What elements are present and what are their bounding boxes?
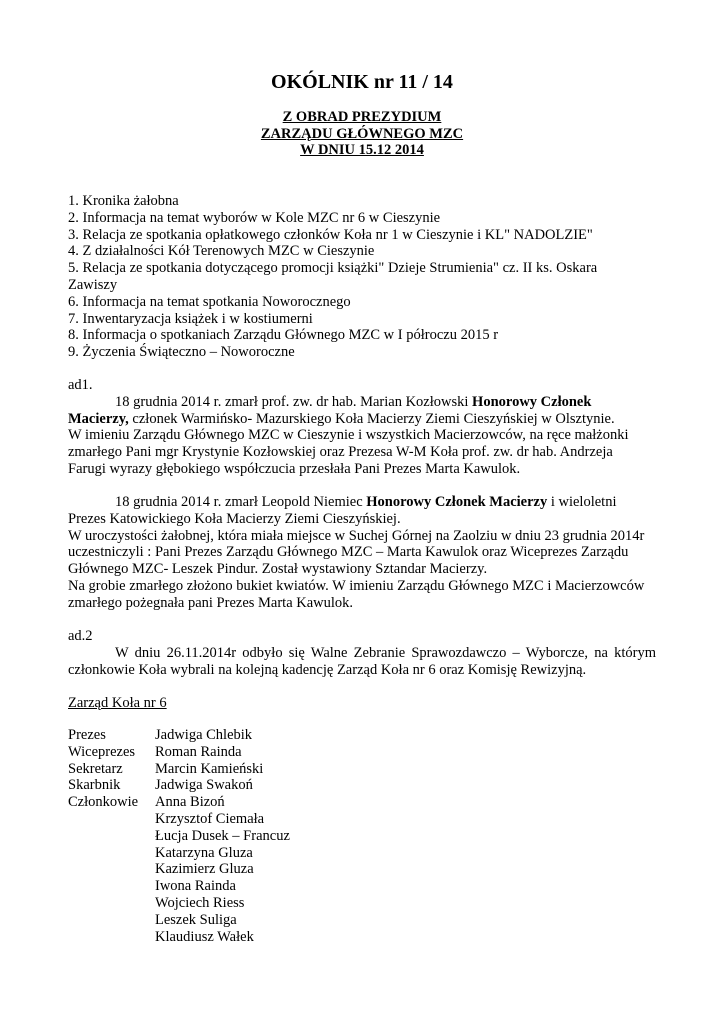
board-row <box>68 828 656 845</box>
bold-text: Honorowy Członek <box>472 393 592 410</box>
text-run: 18 grudnia 2014 r. zmarł prof. zw. dr hab. Marian Kozłowski <box>115 393 473 410</box>
agenda-item: 7. Inwentaryzacja książek i w kostiumerni <box>68 310 313 327</box>
ad1-paragraph-1-line <box>68 411 656 428</box>
subtitle-line: W DNIU 15.12 2014 <box>300 142 424 158</box>
board-row <box>68 861 656 878</box>
board-heading: Zarząd Koła nr 6 <box>68 695 167 711</box>
ad1-paragraph-2-line: Głównego MZC- Leszek Pindur. Został wystawiony Sztandar Macierzy. <box>68 561 488 578</box>
text-run: 18 grudnia 2014 r. zmarł Leopold Niemiec <box>115 494 367 510</box>
board-role <box>68 878 155 895</box>
board-role: Sekretarz <box>68 760 123 777</box>
text-run: członek Warmińsko- Mazurskiego Koła Macierzy Ziemi Cieszyńskiej w Olsztynie. <box>128 410 615 427</box>
board-member-name: Leszek Suliga <box>155 911 237 928</box>
subtitle-line: Z OBRAD PREZYDIUM <box>282 109 442 125</box>
agenda-item: 5. Relacja ze spotkania dotyczącego promocji książki" Dzieje Strumienia" cz. II ks. Oskara <box>68 260 598 277</box>
board-member-name: Jadwiga Chlebik <box>155 727 253 743</box>
board-list <box>68 727 656 945</box>
agenda-list <box>68 193 656 361</box>
agenda-item: 1. Kronika żałobna <box>68 193 179 209</box>
agenda-item: 9. Życzenia Świąteczno – Noworoczne <box>68 344 295 361</box>
board-row <box>68 794 656 811</box>
board-role <box>68 845 155 862</box>
section-ad2 <box>68 628 656 678</box>
board-role <box>68 811 155 828</box>
board-member-name: Wojciech Riess <box>155 894 245 911</box>
agenda-item: 4. Z działalności Kół Terenowych MZC w Cieszynie <box>68 243 375 260</box>
board-role <box>68 861 155 878</box>
board-row <box>68 727 656 744</box>
ad1-paragraph-1-line: Farugi wyrazy głębokiego współczucia przesłała Pani Prezes Marta Kawulok. <box>68 460 521 477</box>
board-member-name: Katarzyna Gluza <box>155 844 253 861</box>
agenda-item: 2. Informacja na temat wyborów w Kole MZC nr 6 w Cieszynie <box>68 209 441 226</box>
board-row <box>68 929 656 946</box>
board-member-name: Iwona Rainda <box>155 878 236 895</box>
ad1-paragraph-2-line: Prezes Katowickiego Koła Macierzy Ziemi Cieszyńskiej. <box>68 510 401 527</box>
board-member-name: Jadwiga Swakoń <box>155 777 253 794</box>
board-member-name: Roman Rainda <box>155 743 242 760</box>
board-row <box>68 811 656 828</box>
board-row <box>68 895 656 912</box>
agenda-item: 6. Informacja na temat spotkania Noworocznego <box>68 293 351 310</box>
board-member-name: Anna Bizoń <box>155 794 225 811</box>
board-member-name: Kazimierz Gluza <box>155 861 254 878</box>
agenda-item: 8. Informacja o spotkaniach Zarządu Głównego MZC w I półroczu 2015 r <box>68 327 499 344</box>
ad1-paragraph-1-line <box>68 394 656 411</box>
board-role: Członkowie <box>68 794 139 811</box>
ad1-paragraph-2-line <box>68 494 656 511</box>
section-ad1-paragraph-2 <box>68 494 656 612</box>
section-ad1 <box>68 377 656 478</box>
board-role: Wiceprezes <box>68 743 136 760</box>
section-label: ad1. <box>68 377 93 393</box>
ad1-paragraph-1-line: zmarłego Pani mgr Krystynie Kozłowskiej oraz Prezesa W-M Koła prof. zw. dr hab. Andrzeja <box>68 444 613 461</box>
board-row <box>68 912 656 929</box>
board-role: Skarbnik <box>68 777 121 794</box>
agenda-item: Zawiszy <box>68 276 118 293</box>
bold-text: Honorowy Członek Macierzy <box>366 494 548 510</box>
ad1-paragraph-1-line: W imieniu Zarządu Głównego MZC w Cieszynie i wszystkich Macierzowców, na ręce małżonki <box>68 427 629 444</box>
board-role <box>68 828 155 845</box>
board-row <box>68 761 656 778</box>
board-row <box>68 878 656 895</box>
agenda-item: 3. Relacja ze spotkania opłatkowego członków Koła nr 1 w Cieszynie i KL" NADOLZIE" <box>68 226 593 243</box>
bold-text: Macierzy, <box>68 410 129 427</box>
section-label: ad.2 <box>68 628 93 644</box>
ad1-paragraph-2-line: zmarłego pożegnała pani Prezes Marta Kawulok. <box>68 594 354 611</box>
ad1-paragraph-2-line: W uroczystości żałobnej, która miała miejsce w Suchej Górnej na Zaolziu w dniu 23 grudnia 2014r <box>68 527 645 544</box>
board-role <box>68 895 155 912</box>
board-role <box>68 912 155 929</box>
ad2-paragraph: W dniu 26.11.2014r odbyło się Walne Zebranie Sprawozdawczo – Wyborcze, na którym członkowie Koła wybrali na kolejną kadencję Zarząd Koła nr 6 oraz Komisję Rewizyjną. <box>68 644 656 678</box>
ad1-paragraph-2-line: Na grobie zmarłego złożono bukiet kwiatów. W imieniu Zarządu Głównego MZC i Macierzowców <box>68 577 645 594</box>
board-role: Prezes <box>68 727 106 743</box>
board-member-name: Łucja Dusek – Francuz <box>155 827 290 844</box>
board-row <box>68 845 656 862</box>
board-member-name: Marcin Kamieński <box>155 760 264 777</box>
ad1-paragraph-2-line: uczestniczyli : Pani Prezes Zarządu Głównego MZC – Marta Kawulok oraz Wiceprezes Zarządu <box>68 544 629 561</box>
document-title: OKÓLNIK nr 11 / 14 <box>271 71 453 93</box>
board-row <box>68 777 656 794</box>
document-subtitle <box>68 109 656 159</box>
board-member-name: Klaudiusz Wałek <box>155 928 254 945</box>
subtitle-line: ZARZĄDU GŁÓWNEGO MZC <box>260 125 464 142</box>
board-role <box>68 929 155 946</box>
board-row <box>68 744 656 761</box>
text-run: i wieloletni <box>547 494 617 510</box>
board-member-name: Krzysztof Ciemała <box>155 810 265 827</box>
